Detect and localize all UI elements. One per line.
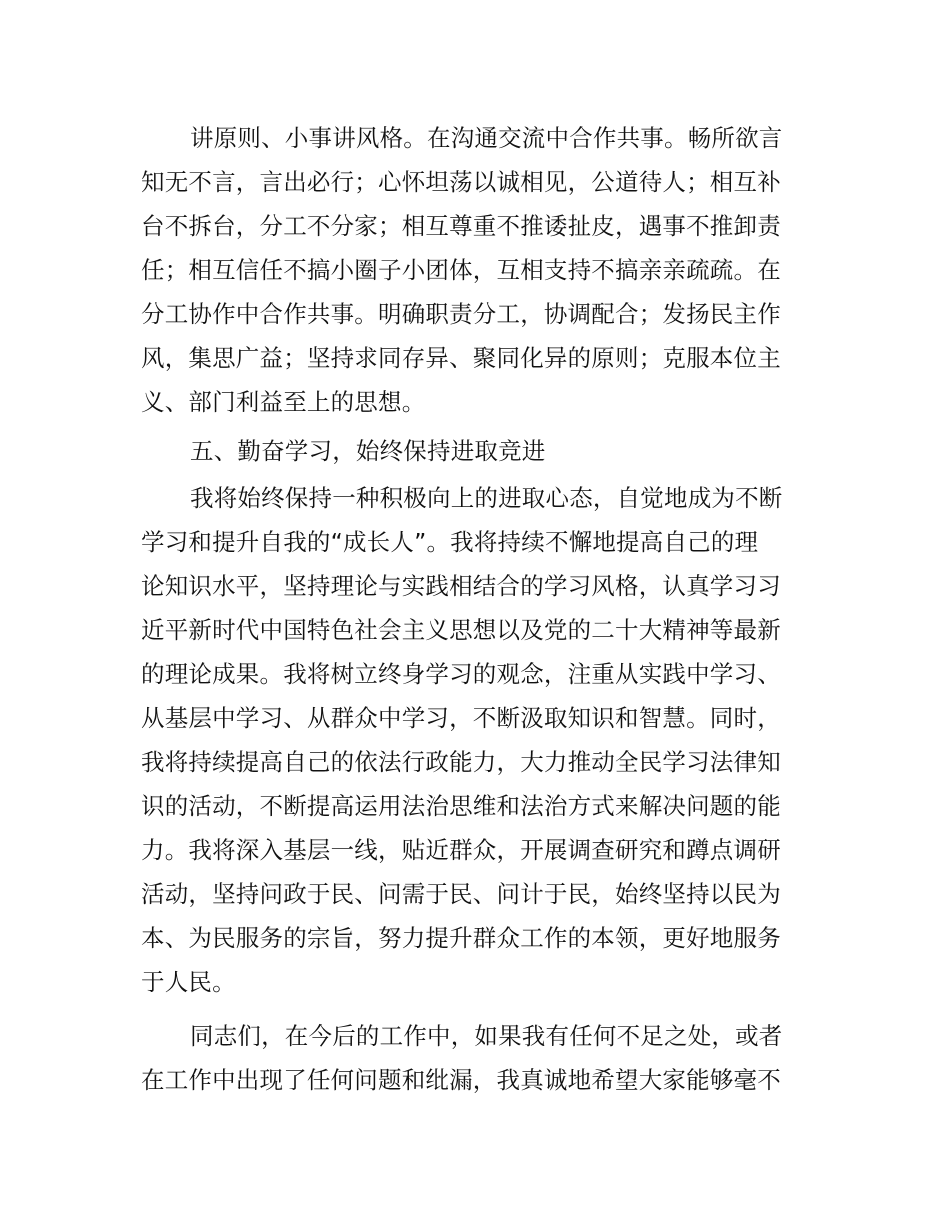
- paragraph-line: 知无不言，言出必行；心怀坦荡以诚相见，公道待人；相互补: [141, 168, 781, 196]
- paragraph-line: 识的活动，不断提高运用法治思维和法治方式来解决问题的能: [141, 792, 781, 820]
- paragraph-line: 任；相互信任不搞小圈子小团体，互相支持不搞亲亲疏疏。在: [141, 256, 781, 284]
- paragraph-line: 同志们，在今后的工作中，如果我有任何不足之处，或者: [190, 1022, 783, 1050]
- section-heading-text: 五、勤奋学习，始终保持进取竞进: [190, 437, 546, 465]
- paragraph-line: 义、部门利益至上的思想。: [141, 388, 426, 416]
- paragraph-line: 学习和提升自我的“成长人”。我将持续不懈地提高自己的理: [141, 528, 759, 556]
- paragraph-line: 于人民。: [141, 968, 236, 996]
- paragraph-line: 我将持续提高自己的依法行政能力，大力推动全民学习法律知: [141, 748, 781, 776]
- section-heading: [141, 429, 811, 473]
- paragraph-line: 力。我将深入基层一线，贴近群众，开展调查研究和蹲点调研: [141, 836, 781, 864]
- paragraph-line: 的理论成果。我将树立终身学习的观念，注重从实践中学习、: [141, 660, 781, 688]
- paragraph-line: 在工作中出现了任何问题和纰漏，我真诚地希望大家能够毫不: [141, 1066, 781, 1094]
- paragraph-line: 近平新时代中国特色社会主义思想以及党的二十大精神等最新: [141, 616, 781, 644]
- paragraph-line: 台不拆台，分工不分家；相互尊重不推诿扯皮，遇事不推卸责: [141, 212, 781, 240]
- paragraph-line: 风，集思广益；坚持求同存异、聚同化异的原则；克服本位主: [141, 344, 781, 372]
- paragraph-line: 我将始终保持一种积极向上的进取心态，自觉地成为不断: [190, 484, 783, 512]
- paragraph-line: 活动，坚持问政于民、问需于民、问计于民，始终坚持以民为: [141, 880, 781, 908]
- paragraph-line: 论知识水平，坚持理论与实践相结合的学习风格，认真学习习: [141, 572, 781, 600]
- paragraph-closing: [141, 1014, 811, 1102]
- paragraph-line: 本、为民服务的宗旨，努力提升群众工作的本领，更好地服务: [141, 924, 781, 952]
- paragraph-line: 分工协作中合作共事。明确职责分工，协调配合；发扬民主作: [141, 300, 781, 328]
- paragraph-line: 从基层中学习、从群众中学习，不断汲取知识和智慧。同时，: [141, 704, 781, 732]
- paragraph-cooperation: [141, 116, 811, 424]
- paragraph-study: [141, 476, 811, 1004]
- paragraph-line: 讲原则、小事讲风格。在沟通交流中合作共事。畅所欲言: [190, 124, 783, 152]
